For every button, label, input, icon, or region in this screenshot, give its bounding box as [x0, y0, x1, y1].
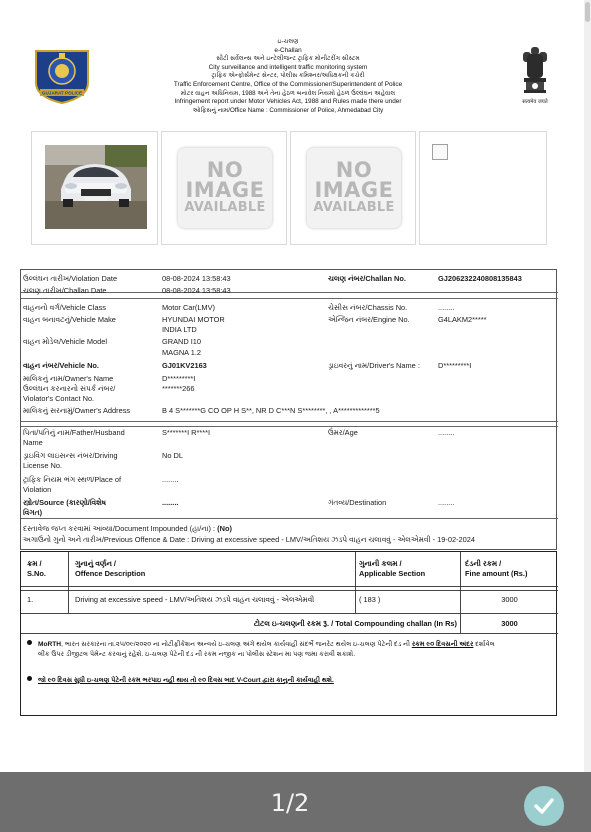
father-name-label: પિતા/પતિનું નામ/Father/Husband — [23, 428, 125, 437]
col-header-line: દંડની રકમ / — [465, 559, 502, 568]
source-label: સ્ત્રોત/Source (કારણો/વિશેષ — [23, 498, 106, 507]
vehicle-class-label: વાહનનો વર્ગ/Vehicle Class — [23, 303, 107, 312]
driver-name-value: D*********I — [438, 361, 472, 370]
gujarat-police-logo — [32, 47, 92, 105]
father-name-value: S*******I R****I — [162, 428, 211, 437]
contact-label: ઉલ્લંઘન કરનારનો સંપર્ક નંબર/ — [23, 384, 116, 393]
evidence-photo-1[interactable] — [31, 131, 158, 245]
note-text: દર્શાવેલ — [475, 641, 495, 648]
destination-label: ગંતવ્ય/Destination — [328, 498, 387, 507]
total-value: 3000 — [501, 619, 518, 628]
place-value: ........ — [162, 475, 179, 484]
divider — [21, 298, 558, 299]
vehicle-make-value: INDIA LTD — [162, 325, 197, 334]
place-label: ટ્રાફિક નિયમ ભંગ સ્થળ/Place of — [23, 475, 122, 484]
offence-desc: Driving at excessive speed - LMV/અતિશય ઝડપે વાહન ચલાવવું - એલએમવી — [75, 595, 315, 604]
col-header-line: Offence Description — [75, 569, 146, 578]
national-emblem — [516, 44, 554, 108]
header-line: ઓફિસનું નામ/Office Name : Commissioner of Police, Ahmedabad City — [192, 106, 384, 114]
scrollbar-thumb[interactable] — [585, 2, 590, 22]
no-image-text: IMAGE — [185, 178, 265, 202]
no-image-text: AVAILABLE — [313, 200, 395, 215]
contact-label: Violator's Contact No. — [23, 394, 95, 403]
impounded-value: (No) — [217, 524, 232, 533]
col-header-line: Applicable Section — [359, 569, 426, 578]
license-label: ડ્રાઇવિંગ લાઇસન્સ નંબર/Driving — [23, 451, 118, 460]
challan-header — [118, 38, 458, 115]
owner-name-value: D*********I — [162, 374, 196, 383]
contact-value: *******266 — [162, 384, 195, 393]
vehicle-no-value: GJ01KV2163 — [162, 361, 207, 370]
violation-date-value: 08-08-2024 13:58:43 — [162, 274, 231, 283]
header-line: મોટર વાહન અધિનિયમ, 1988 અને તેના હેઠળ બનાવેલ નિયમો હેઠળ ઉલ્લંઘન અહેવાલ — [180, 89, 396, 97]
col-desc-header — [75, 559, 145, 579]
header-line: e-Challan — [274, 46, 302, 54]
note-line: લીંક ઉપર ડીજીટલ પેમેન્ટ કરવાનું રહેશે. ઇ-ચલણ પેટેની દંડ ની રકમ નજીક ના પોલીસ સ્ટેશન મા પણ જમા કરાવી શકાશે. — [38, 650, 356, 658]
note-underline: રકમ ૯૦ દિવસની અંદર — [411, 641, 474, 648]
vehicle-model-value: MAGNA 1.2 — [162, 348, 202, 357]
no-image-placeholder — [178, 148, 272, 228]
engine-label: એન્જિન નંબર/Engine No. — [328, 315, 410, 324]
divider — [21, 590, 558, 591]
divider — [21, 613, 558, 614]
evidence-photo-3[interactable] — [290, 131, 416, 245]
divider — [355, 552, 356, 613]
violation-details-table — [20, 269, 557, 550]
divider — [21, 421, 558, 422]
source-value: ........ — [162, 498, 179, 507]
no-image-text: NO — [335, 158, 373, 182]
legal-note — [27, 676, 547, 686]
col-header-line: ગુનાનું વર્ણન / — [75, 559, 116, 568]
header-line: City surveillance and intelligent traffic monitoring system — [208, 63, 368, 71]
source-label: વિગત) — [23, 508, 43, 517]
col-header-line: ગુનાની કલમ / — [359, 559, 402, 568]
challan-no-value: GJ206232240808135843 — [438, 274, 522, 283]
col-header-line: S.No. — [27, 569, 46, 578]
driver-name-label: ડ્રાઇવરનું નામ/Driver's Name : — [328, 361, 420, 370]
no-image-text: NO — [206, 158, 244, 182]
checkmark-icon — [531, 793, 557, 819]
place-label: Violation — [23, 485, 52, 494]
destination-value: ........ — [438, 498, 455, 507]
divider — [21, 518, 558, 519]
offence-sno: 1. — [27, 595, 34, 604]
owner-address-value: B 4 S*******G CO OP H S**, NR D C***N S********, , A*************5 — [162, 406, 380, 415]
owner-address-label: માલિકનું સરનામું/Owner's Address — [23, 406, 131, 415]
divider — [68, 552, 69, 613]
father-name-label: Name — [23, 438, 43, 447]
divider — [21, 633, 558, 634]
owner-name-label: માલિકનું નામ/Owner's Name — [23, 374, 114, 383]
offence-table — [20, 551, 557, 716]
previous-offence: અગાઉનો ગુનો અને તારીખ/Previous Offence & Date : Driving at excessive speed - LMV/અતિશય ઝડપે વાહન ચલાવવું - એલએમવી - 19-02-2024 — [23, 535, 475, 544]
header-line: ટ્રાફિક એન્ફોર્સમેન્ટ સેન્ટર, પોલીસ કમિશ્નર/અધિક્ષકની કચેરી — [211, 72, 365, 80]
offence-section: ( 183 ) — [359, 595, 381, 604]
emblem-motto: सत्यमेव जयते — [522, 99, 548, 105]
scrollbar[interactable] — [584, 0, 591, 772]
divider — [21, 426, 558, 427]
col-header-line: Fine amount (Rs.) — [465, 569, 528, 578]
divider — [21, 586, 558, 587]
vehicle-model-label: વાહન મોડેલ/Vehicle Model — [23, 337, 108, 346]
chassis-label: ચેસીસ નંબર/Chassis No. — [328, 303, 408, 312]
age-value: ........ — [438, 428, 455, 437]
vehicle-make-value: HYUNDAI MOTOR — [162, 315, 225, 324]
header-line: સીટી સર્વેલન્સ અને ઇન્ટેલીજન્ટ ટ્રાફિક મોનીટરીંગ સીસ્ટમ — [216, 55, 360, 63]
col-sno-header — [27, 559, 46, 579]
no-image-placeholder — [307, 148, 401, 228]
document-impounded — [23, 524, 232, 533]
challan-date-value: 08-08-2024 13:58:43 — [162, 286, 231, 295]
header-line: Traffic Enforcement Centre, Office of the Commissioner/Superintendent of Police — [173, 80, 403, 88]
legal-note-text: જો ૯૦ દિવસ સુધી ઇ-ચલણ પેટેની રકમ ભરપાઇ નહી થાય તો ૯૦ દિવસ બાદ V-Court દ્વારા કાનુની કાર્યવાહી થશે. — [38, 677, 334, 684]
header-line: ઇ-ચલણ — [277, 38, 299, 45]
broken-image-icon — [432, 144, 448, 160]
license-value: No DL — [162, 451, 183, 460]
evidence-photo-2[interactable] — [161, 131, 287, 245]
col-header-line: ક્રમ / — [27, 559, 42, 568]
violation-date-label: ઉલ્લંઘન તારીખ/Violation Date — [23, 274, 118, 283]
police-logo-text: GUJARAT POLICE — [41, 90, 83, 96]
total-label: ટોટલ ઇ-ચલણની રકમ રૂ. / Total Compounding challan (In Rs) — [253, 619, 457, 628]
chassis-value: ........ — [438, 303, 455, 312]
license-label: License No. — [23, 461, 63, 470]
engine-value: G4LAKM2***** — [438, 315, 487, 324]
done-button[interactable] — [524, 786, 564, 826]
vehicle-make-label: વાહન બનાવટનું/Vehicle Make — [23, 315, 116, 324]
bullet-icon — [27, 676, 32, 681]
impounded-label: દસ્તાવેજ જપ્ત કરવામાં આવ્યા/Document Impounded (હા/ના) : — [23, 524, 216, 533]
col-section-header — [359, 559, 425, 579]
no-image-text: IMAGE — [314, 178, 394, 202]
vehicle-class-value: Motor Car(LMV) — [162, 303, 215, 312]
car-photo — [45, 145, 147, 229]
vehicle-model-value: GRAND I10 — [162, 337, 202, 346]
page-indicator: 1/2 — [270, 789, 310, 817]
challan-date-label: ચલણ તારીખ/Challan Date — [23, 286, 107, 295]
challan-no-label: ચલણ નંબર/Challan No. — [328, 274, 406, 283]
header-line: Infringement report under Motor Vehicles Act, 1988 and Rules made there under — [174, 98, 402, 106]
offence-fine: 3000 — [501, 595, 518, 604]
note-bold: MoRTH — [38, 641, 62, 648]
note-text: , ભારત સરકારના તા.૨૫/૦૯/૨૦૨૦ ના નોટીફીકેશન અન્વયે ઇ-ચલણ અંગે થયેલ કાર્યવાહી સંદર્ભે જનરેટ થયેલ ઇ-ચલણ પેટેની દંડ ની — [61, 641, 410, 648]
col-fine-header — [465, 559, 527, 579]
age-label: ઉંમર/Age — [328, 428, 358, 437]
vehicle-no-label: વાહન નંબર/Vehicle No. — [23, 361, 99, 370]
evidence-photo-4[interactable] — [419, 131, 547, 245]
payment-note — [27, 640, 547, 659]
no-image-text: AVAILABLE — [184, 200, 266, 215]
bullet-icon — [27, 640, 32, 645]
